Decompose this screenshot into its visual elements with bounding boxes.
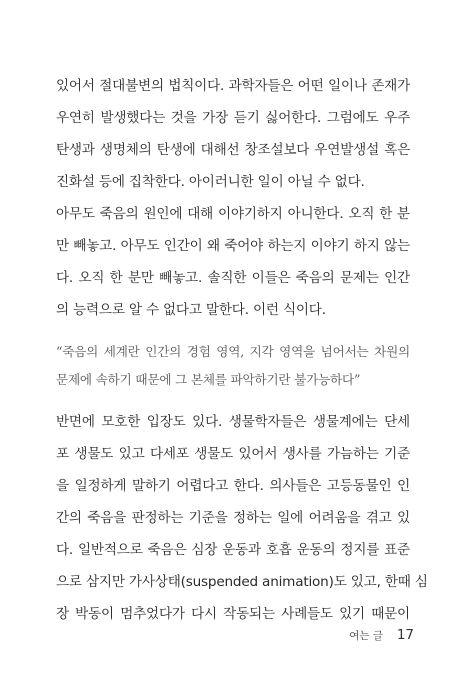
paragraph-1 [56,70,410,198]
page-footer [349,627,414,643]
text-line: 포 생물도 있고 다세포 생물도 있어서 생사를 가늠하는 기준 [56,446,410,462]
text-line: 의 능력으로 알 수 없다고 말한다. 이런 식이다. [56,302,326,318]
text-line: 우연히 발생했다는 것을 가장 듣기 싫어한다. 그럼에도 우주 [56,110,410,126]
text-line: 있어서 절대불변의 법칙이다. 과학자들은 어떤 일이나 존재가 [56,78,410,94]
text-line: 아무도 죽음의 원인에 대해 이야기하지 아니한다. 오직 한 분 [56,206,410,222]
text-line: 만 빼놓고. 아무도 인간이 왜 죽어야 하는지 이야기 하지 않는 [56,238,410,254]
text-line: 탄생과 생명체의 탄생에 대해선 창조설보다 우연발생설 혹은 [56,142,410,158]
section-title: 여는 글 [349,630,383,642]
text-line: 진화설 등에 집착한다. 아이러니한 일이 아닐 수 없다. [56,174,365,190]
text-line: 을 일정하게 말하기 어렵다고 한다. 의사들은 고등동물인 인 [56,478,410,494]
text-line: 간의 죽음을 판정하는 기준을 정하는 일에 어려움을 겪고 있 [56,510,410,526]
page-number: 17 [396,627,414,643]
text-line: 다. 오직 한 분만 빼놓고. 솔직한 이들은 죽음의 문제는 인간 [56,270,410,286]
paragraph-2 [56,198,410,326]
paragraph-3 [56,406,428,630]
text-line: 장 박동이 멈추었다가 다시 작동되는 사례들도 있기 때문이 [56,606,410,622]
text-line: 다. 일반적으로 죽음은 심장 운동과 호흡 운동의 정지를 표준 [56,542,410,558]
text-line: 반면에 모호한 입장도 있다. 생물학자들은 생물계에는 단세 [56,414,410,430]
block-quote [56,338,410,394]
quote-line: “죽음의 세계란 인간의 경험 영역, 지각 영역을 넘어서는 차원의 [56,344,410,359]
text-line: 으로 삼지만 가사상태(suspended animation)도 있고, 한때 심 [56,574,428,590]
quote-line: 문제에 속하기 때문에 그 본체를 파악하기란 불가능하다” [56,372,361,387]
